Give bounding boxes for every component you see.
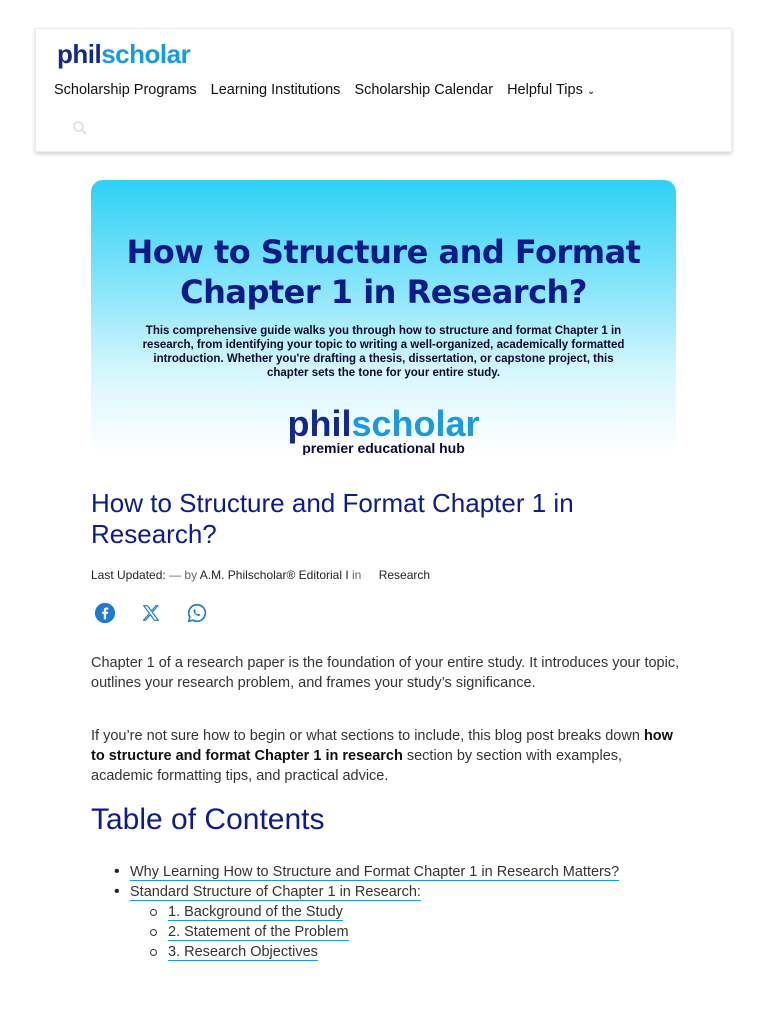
toc-link-research-objectives[interactable]: 3. Research Objectives (168, 944, 318, 960)
meta-by: by (184, 568, 198, 582)
toc-sublist (148, 902, 672, 962)
facebook-icon[interactable] (94, 602, 116, 624)
share-buttons (94, 602, 208, 624)
toc-title: Table of Contents (91, 803, 325, 836)
toc-item (112, 882, 672, 962)
author-link[interactable]: A.M. Philscholar® Editorial I (199, 568, 349, 582)
logo-part1: phil (57, 39, 102, 69)
hero-logo-part2: scholar (351, 403, 480, 444)
chevron-down-icon: ⌄ (586, 86, 596, 97)
intro-paragraph: Chapter 1 of a research paper is the foundation of your entire study. It introduces your topic, outlines your research problem, and frames your study’s significance. (91, 655, 680, 691)
x-icon[interactable] (140, 602, 162, 624)
last-updated-label: Last Updated: (91, 568, 166, 582)
search-icon[interactable] (72, 120, 88, 136)
para2-bold: how to structure and format Chapter 1 in research (91, 728, 673, 764)
nav-helpful-tips-label: Helpful Tips (507, 82, 583, 98)
toc-subitem (148, 902, 672, 922)
hero-logo (91, 403, 676, 444)
whatsapp-icon[interactable] (186, 602, 208, 624)
nav-scholarship-calendar[interactable]: Scholarship Calendar (354, 82, 494, 98)
hero-description: This comprehensive guide walks you through how to structure and format Chapter 1 in research, from identifying your topic to writing a well-organized, academically formatted introduction. Whether you're drafting a thesis, dissertation, or capstone project, this chapter sets the tone for your entire study. (142, 325, 625, 379)
nav-learning-institutions[interactable]: Learning Institutions (210, 82, 341, 98)
article-title: How to Structure and Format Chapter 1 in Research? (91, 488, 574, 549)
nav-scholarship-programs[interactable]: Scholarship Programs (54, 82, 197, 98)
meta-in: in (352, 568, 362, 582)
toc-link-why-learning[interactable]: Why Learning How to Structure and Format Chapter 1 in Research Matters? (130, 864, 620, 880)
hero-tagline: premier educational hub (302, 440, 465, 455)
toc-link-background[interactable]: 1. Background of the Study (168, 904, 343, 920)
main-nav (54, 82, 595, 98)
para2-post: section by section with examples, academic formatting tips, and practical advice. (91, 748, 623, 784)
hero-title: How to Structure and Format Chapter 1 in Research? (126, 233, 641, 311)
site-header (35, 28, 732, 152)
toc-link-statement-problem[interactable]: 2. Statement of the Problem (168, 924, 349, 940)
para2-pre: If you’re not sure how to begin or what sections to include, this blog post breaks down (91, 728, 644, 744)
table-of-contents (112, 862, 672, 962)
toc-subitem (148, 922, 672, 942)
hero-logo-part1: phil (287, 403, 352, 444)
second-paragraph (91, 726, 681, 786)
nav-helpful-tips[interactable] (507, 82, 595, 98)
meta-dash: — (169, 568, 182, 582)
site-logo[interactable] (57, 39, 190, 70)
toc-link-standard-structure[interactable]: Standard Structure of Chapter 1 in Research: (130, 884, 421, 900)
article-meta (91, 568, 430, 582)
hero-image (91, 180, 676, 455)
toc-subitem (148, 942, 672, 962)
category-link[interactable]: Research (378, 568, 431, 582)
toc-item (112, 862, 672, 882)
logo-part2: scholar (101, 39, 191, 69)
